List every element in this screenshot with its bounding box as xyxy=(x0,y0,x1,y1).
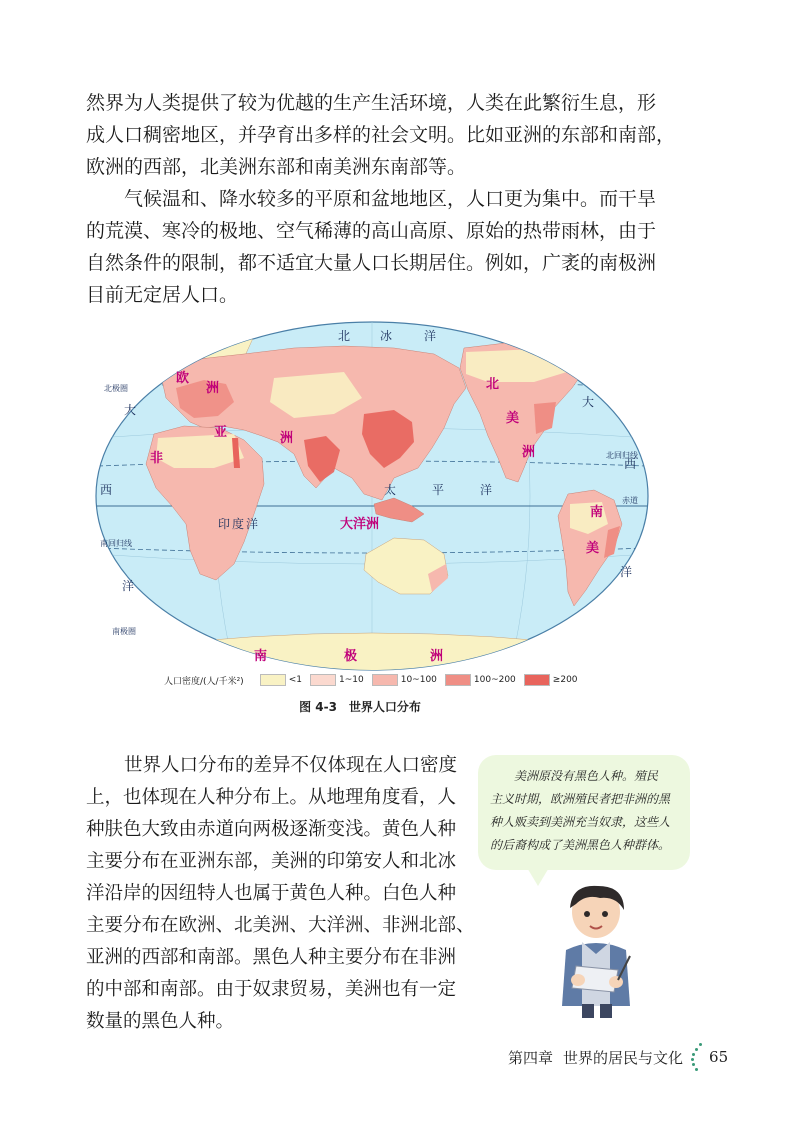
north-america-label-1: 北 xyxy=(486,377,500,392)
europe-label-1: 欧 xyxy=(176,371,190,386)
atlantic-right-label-3: 洋 xyxy=(620,565,635,579)
decorative-dots-icon xyxy=(689,1042,705,1072)
text-line: 的荒漠、寒冷的极地、空气稀薄的高山高原、原始的热带雨林，由于 xyxy=(86,220,657,242)
legend-swatch xyxy=(310,674,336,686)
antarctic-circle-label: 南极圈 xyxy=(112,627,136,636)
bubble-line: 美洲原没有黑色人种。殖民 xyxy=(514,769,659,783)
asia-label-1: 亚 xyxy=(214,425,228,440)
paragraph-races xyxy=(86,750,475,1038)
text-line: 数量的黑色人种。 xyxy=(86,1011,235,1032)
arctic-circle-label: 北极圈 xyxy=(104,384,128,393)
legend-label: 10~100 xyxy=(400,675,437,685)
antarctica-label-3: 洲 xyxy=(430,649,444,664)
legend-item xyxy=(260,674,302,686)
legend-label: 100~200 xyxy=(473,675,516,685)
text-line: 自然条件的限制，都不适宜大量人口长期居住。例如，广袤的南极洲 xyxy=(86,252,657,274)
bubble-line: 的后裔构成了美洲黑色人种群体。 xyxy=(490,838,671,852)
text-line: 气候温和、降水较多的平原和盆地地区，人口更为集中。而干旱 xyxy=(124,188,657,210)
pacific-ocean-label-3: 洋 xyxy=(480,483,495,497)
text-line: 欧洲的西部，北美洲东部和南美洲东南部等。 xyxy=(86,156,467,178)
student-illustration xyxy=(546,880,646,1024)
indian-ocean-label: 印度洋 xyxy=(218,517,261,531)
legend-swatch xyxy=(372,674,398,686)
atlantic-left-label-1: 大 xyxy=(124,403,139,417)
paragraph-climate xyxy=(86,183,657,311)
text-line: 主要分布在欧洲、北美洲、大洋洲、非洲北部、 xyxy=(86,915,475,936)
text-line: 洋沿岸的因纽特人也属于黄色人种。白色人种 xyxy=(86,883,457,904)
legend-label: 1~10 xyxy=(338,675,364,685)
paragraph-continuation xyxy=(86,87,676,183)
text-line: 成人口稠密地区，并孕育出多样的社会文明。比如亚洲的东部和南部， xyxy=(86,124,676,146)
text-line: 的中部和南部。由于奴隶贸易，美洲也有一定 xyxy=(86,979,457,1000)
legend-item xyxy=(524,674,578,686)
tropic-capricorn-label: 南回归线 xyxy=(100,539,132,548)
africa-label: 非 xyxy=(150,451,164,466)
oceania-label: 大洋洲 xyxy=(340,517,380,532)
asia-label-2: 洲 xyxy=(280,431,294,446)
text-line: 种肤色大致由赤道向两极逐渐变浅。黄色人种 xyxy=(86,819,457,840)
europe-label-2: 洲 xyxy=(206,381,220,396)
atlantic-right-label-2: 西 xyxy=(624,457,639,471)
antarctica-label-1: 南 xyxy=(254,649,268,664)
bubble-line: 主义时期，欧洲殖民者把非洲的黑 xyxy=(490,792,671,806)
legend-swatch xyxy=(260,674,286,686)
text-line: 亚洲的西部和南部。黑色人种主要分布在非洲 xyxy=(86,947,457,968)
legend-item xyxy=(372,674,437,686)
figure-caption: 图 4-3 世界人口分布 xyxy=(299,700,421,714)
world-population-map xyxy=(94,318,650,674)
speech-bubble xyxy=(478,755,690,870)
north-america-label-3: 洲 xyxy=(522,445,536,460)
north-america-label-2: 美 xyxy=(506,411,520,426)
page-footer xyxy=(508,1040,728,1074)
population-density-legend xyxy=(164,672,586,688)
arctic-ocean-label-1: 北 xyxy=(338,329,353,343)
legend-item xyxy=(445,674,516,686)
atlantic-right-label-1: 大 xyxy=(582,395,597,409)
arctic-ocean-label-2: 冰 xyxy=(380,329,395,343)
south-america-label-2: 美 xyxy=(586,541,600,556)
arctic-ocean-label-3: 洋 xyxy=(424,329,439,343)
text-line: 然界为人类提供了较为优越的生产生活环境，人类在此繁衍生息，形 xyxy=(86,92,657,114)
legend-label: ≥200 xyxy=(552,675,578,685)
text-line: 目前无定居人口。 xyxy=(86,284,239,306)
south-america-label-1: 南 xyxy=(590,505,604,520)
legend-label: <1 xyxy=(288,675,302,685)
atlantic-left-label-3: 洋 xyxy=(122,579,137,593)
antarctica-label-2: 极 xyxy=(344,649,358,664)
legend-item xyxy=(310,674,364,686)
legend-title: 人口密度/(人/千米²) xyxy=(164,676,244,687)
map-graphic xyxy=(94,318,650,674)
text-line: 世界人口分布的差异不仅体现在人口密度 xyxy=(124,755,458,776)
pacific-ocean-label-2: 平 xyxy=(432,483,447,497)
tropic-cancer-label: 北回归线 xyxy=(606,451,638,460)
pacific-ocean-label-1: 太 xyxy=(384,483,399,497)
legend-swatch xyxy=(524,674,550,686)
legend-swatch xyxy=(445,674,471,686)
bubble-line: 种人贩卖到美洲充当奴隶，这些人 xyxy=(490,815,671,829)
atlantic-left-label-2: 西 xyxy=(100,483,115,497)
text-line: 上，也体现在人种分布上。从地理角度看，人 xyxy=(86,787,457,808)
equator-label: 赤道 xyxy=(622,496,638,505)
antarctica-shape xyxy=(130,633,614,674)
boy-icon xyxy=(546,880,646,1020)
chapter-label: 第四章 xyxy=(508,1048,554,1067)
chapter-title: 世界的居民与文化 xyxy=(563,1048,684,1067)
page-number: 65 xyxy=(709,1048,729,1066)
text-line: 主要分布在亚洲东部，美洲的印第安人和北冰 xyxy=(86,851,457,872)
